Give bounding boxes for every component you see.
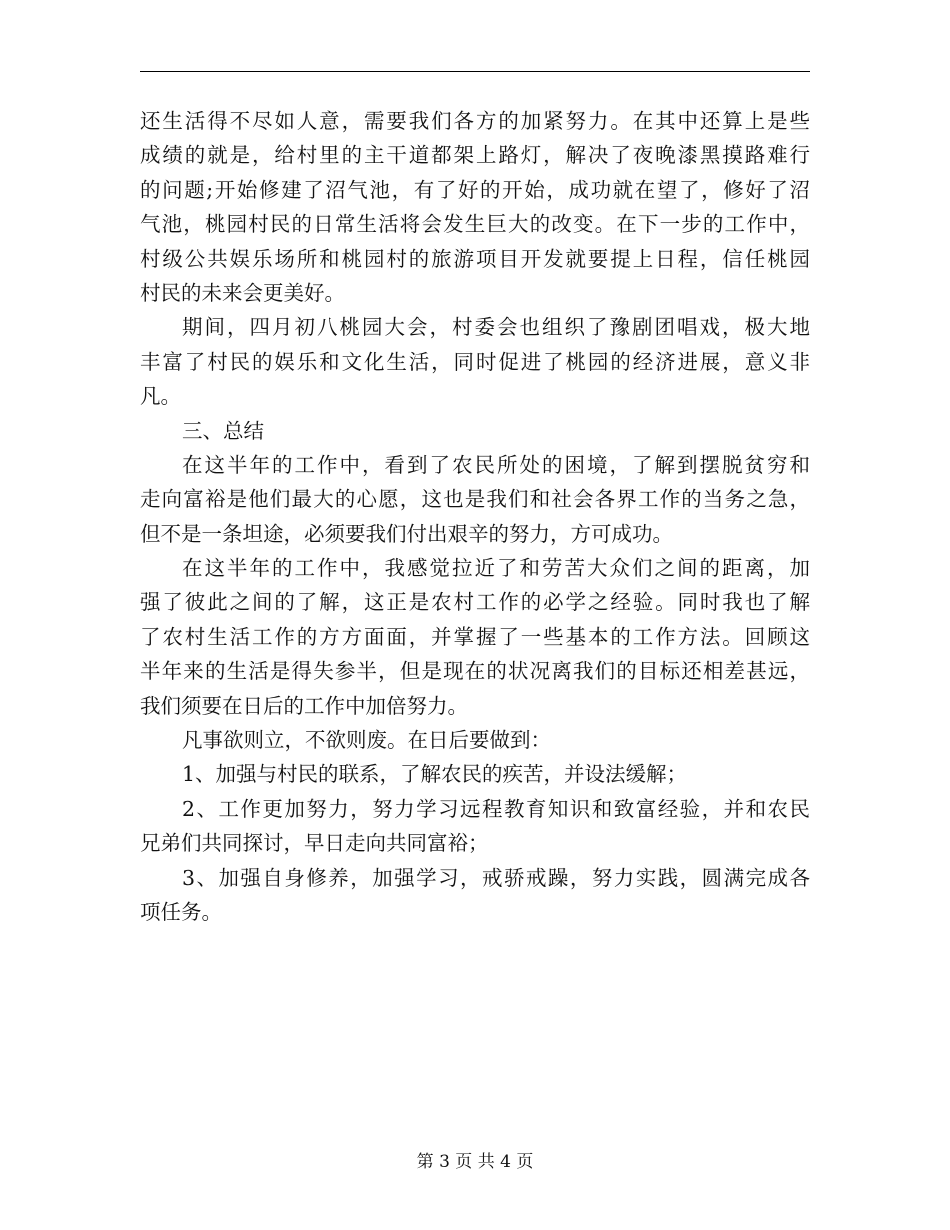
text-line: 了农村生活工作的方方面面，并掌握了一些基本的工作方法。回顾这 [140,624,810,649]
list-item: 2、工作更加努力，努力学习远程教育知识和致富经验，并和农民 [182,796,810,821]
text-line: 项任务。 [140,899,222,924]
text-line: 村民的未来会更美好。 [140,280,345,305]
paragraph-first-line: 凡事欲则立，不欲则废。在日后要做到： [182,728,551,753]
list-item: 3、加强自身修养，加强学习，戒骄戒躁，努力实践，圆满完成各 [182,865,810,890]
document-body [140,104,810,929]
text-line: 凡。 [140,384,181,409]
text-line: 但不是一条坦途，必须要我们付出艰辛的努力，方可成功。 [140,521,673,546]
text-line: 还生活得不尽如人意，需要我们各方的加紧努力。在其中还算上是些 [140,109,810,133]
paragraph-first-line: 在这半年的工作中，看到了农民所处的困境，了解到摆脱贫穷和 [182,452,810,477]
paragraph-first-line: 在这半年的工作中，我感觉拉近了和劳苦大众们之间的距离，加 [182,556,810,581]
text-line: 的问题;开始修建了沼气池，有了好的开始，成功就在望了，修好了沼 [140,177,810,202]
list-item: 1、加强与村民的联系，了解农民的疾苦，并设法缓解； [182,762,688,787]
text-line: 兄弟们共同探讨，早日走向共同富裕； [140,831,489,856]
text-line: 我们须要在日后的工作中加倍努力。 [140,693,468,718]
text-line: 走向富裕是他们最大的心愿，这也是我们和社会各界工作的当务之急， [140,487,810,512]
page-footer: 第 3 页 共 4 页 [416,1152,534,1172]
header-rule [140,71,810,72]
text-line: 半年来的生活是得失参半，但是现在的状况离我们的目标还相差甚远， [140,659,810,684]
paragraph-first-line: 期间，四月初八桃园大会，村委会也组织了豫剧团唱戏，极大地 [182,315,810,340]
text-line: 村级公共娱乐场所和桃园村的旅游项目开发就要提上日程，信任桃园 [140,246,810,271]
section-heading: 三、总结 [182,418,264,443]
text-line: 气池，桃园村民的日常生活将会发生巨大的改变。在下一步的工作中， [140,212,810,237]
text-line: 强了彼此之间的了解，这正是农村工作的必学之经验。同时我也了解 [140,590,810,615]
text-line: 成绩的就是，给村里的主干道都架上路灯，解决了夜晚漆黑摸路难行 [140,143,810,168]
text-line: 丰富了村民的娱乐和文化生活，同时促进了桃园的经济进展，意义非 [140,349,810,374]
